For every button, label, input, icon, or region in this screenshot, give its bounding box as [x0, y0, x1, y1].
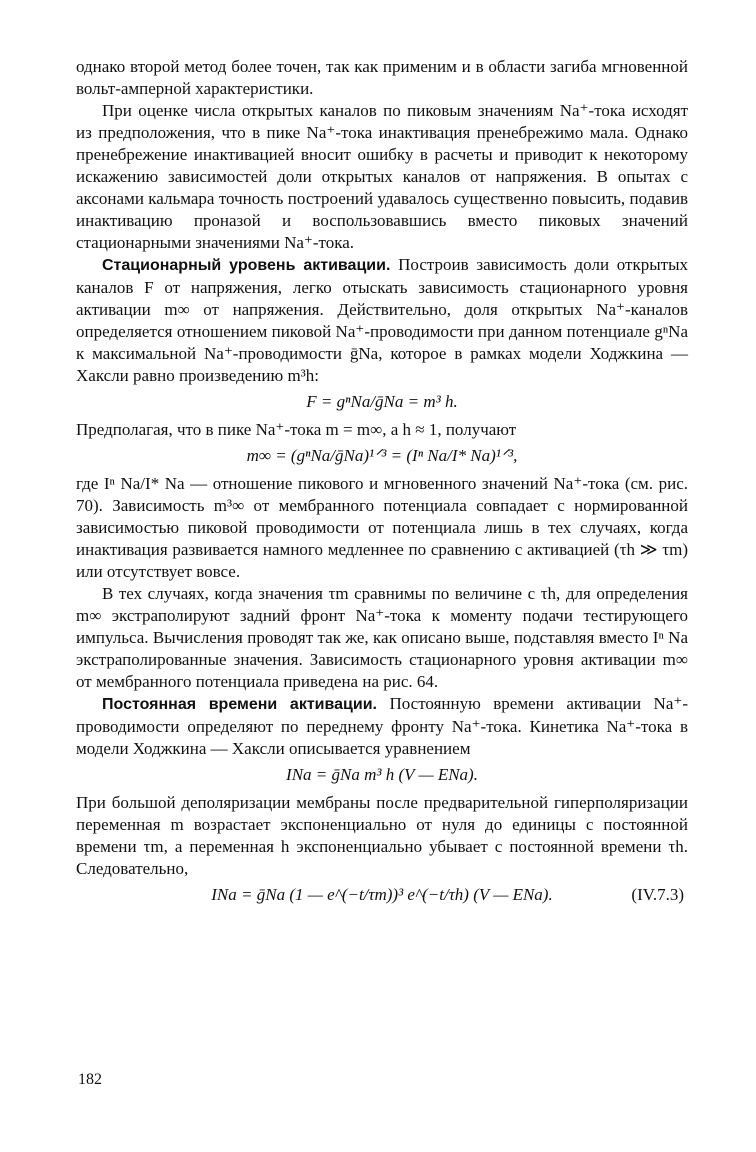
- paragraph: где Iⁿ Na/I* Na — отношение пикового и мгновенного значений Na⁺-тока (см. рис. 70). Зависимость m³∞ от мембранного потенциала совпадает с нормированной зависимостью пиковой проводимости от потенциала лишь в тех случаях, когда инактивация развивается намного медленнее по сравнению с активацией (τh ≫ τm) или отсутствует вовсе.: [76, 474, 688, 581]
- formula: m∞ = (gⁿNa/ḡNa)¹ᐟ³ = (Iⁿ Na/I* Na)¹ᐟ³,: [246, 446, 518, 465]
- section-paragraph: [76, 693, 688, 760]
- document-page: [76, 56, 688, 912]
- paragraph: В тех случаях, когда значения τm сравнимы по величине с τh, для определения m∞ экстраполируют задний фронт Na⁺-тока к моменту подачи тестирующего импульса. Вычисления проводят так же, как описано выше, подставляя вместо Iⁿ Na экстраполированные значения. Зависимость стационарного уровня активации m∞ от мембранного потенциала приведена на рис. 64.: [76, 584, 688, 691]
- formula: F = gⁿNa/ḡNa = m³ h.: [306, 392, 458, 411]
- section-heading: Постоянная времени активации.: [102, 696, 377, 713]
- section-text: Построив зависимость доли открытых каналов F от напряжения, легко отыскать зависимость стационарного уровня активации m∞ от напряжения. Действительно, доля открытых Na⁺-каналов определяется отношением пиковой Na⁺-проводимости при данном потенциале gⁿNa к максимальной Na⁺-проводимости ḡNa, которое в рамках модели Ходжкина — Хаксли равно произведению m³h:: [76, 255, 689, 385]
- formula: INa = ḡNa (1 — e^(−t/τm))³ e^(−t/τh) (V — ENa).: [211, 885, 553, 904]
- paragraph: однако второй метод более точен, так как применим и в области загиба мгновенной вольт-амперной характеристики.: [76, 57, 688, 98]
- page-number: 182: [78, 1071, 102, 1088]
- numbered-formula: [76, 884, 688, 906]
- section-paragraph: [76, 254, 688, 387]
- section-text: Постоянную времени активации Na⁺-проводимости определяют по переднему фронту Na⁺-тока. Кинетика Na⁺-тока в модели Ходжкина — Хаксли описывается уравнением: [76, 694, 688, 758]
- formula: INa = ḡNa m³ h (V — ENa).: [286, 765, 478, 784]
- equation-number: (IV.7.3): [631, 885, 684, 904]
- paragraph: Предполагая, что в пике Na⁺-тока m = m∞, a h ≈ 1, получают: [76, 420, 517, 439]
- section-heading: Стационарный уровень активации.: [102, 257, 391, 274]
- paragraph: При оценке числа открытых каналов по пиковым значениям Na⁺-тока исходят из предположения, что в пике Na⁺-тока инактивация пренебрежимо мала. Однако пренебрежение инактивацией вносит ошибку в расчеты и приводит к некоторому искажению зависимостей доли открытых каналов от напряжения. В опытах с аксонами кальмара точность построений удавалось существенно повысить, подавив инактивацию проназой и воспользовавшись вместо пиковых значений стационарными значениями Na⁺-тока.: [76, 101, 688, 252]
- paragraph: При большой деполяризации мембраны после предварительной гиперполяризации переменная m возрастает экспоненциально от нуля до единицы с постоянной времени τm, а переменная h экспоненциально убывает с постоянной времени τh. Следовательно,: [76, 793, 688, 878]
